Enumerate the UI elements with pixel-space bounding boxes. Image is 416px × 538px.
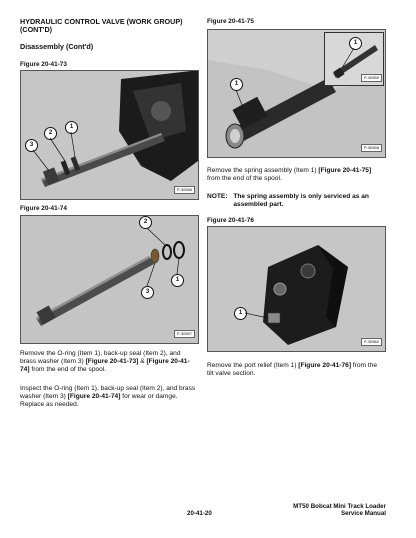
figure-74-code: P-30557 <box>174 330 195 338</box>
figure-75-inset-code: P-30559 <box>361 74 382 82</box>
fig74-callout-3: 3 <box>141 286 154 299</box>
footer-product <box>293 503 386 518</box>
fig73-callout-2: 2 <box>44 127 57 140</box>
fig74-callout-2: 2 <box>139 216 152 229</box>
note-block <box>207 193 385 209</box>
figure-76-photo <box>207 226 386 352</box>
note-text: The spring assembly is only serviced as an assembled part. <box>233 193 369 209</box>
right-paragraph-1: Remove the spring assembly (Item 1) [Figure 20-41-75] from the end of the spool. <box>207 167 372 183</box>
subsection-title: Disassembly (Cont'd) <box>20 42 94 51</box>
figure-73-code: P-30556 <box>174 186 195 194</box>
fig74-callout-1: 1 <box>171 274 184 287</box>
fig75-inset-callout-1: 1 <box>349 37 362 50</box>
figure-76-code: P-30560 <box>361 338 382 346</box>
fig73-callout-1: 1 <box>65 121 78 134</box>
footer-manual-name: Service Manual <box>340 510 386 518</box>
figure-75-inset <box>324 32 384 86</box>
right-paragraph-2: Remove the port relief (Item 1) [Figure 20-41-76] from the tilt valve section. <box>207 362 378 378</box>
fig73-callout-3: 3 <box>25 139 38 152</box>
figure-73-photo <box>20 70 199 200</box>
footer-product-name: MT50 Bobcat Mini Track Loader <box>293 503 386 510</box>
left-paragraph-1: Remove the O-ring (Item 1), back-up seal (Item 2), and brass washer (Item 3) [Figure 20-41-73] & [Figure 20-41-74] from the end of the spool. <box>20 350 190 374</box>
figure-74-caption: Figure 20-41-74 <box>20 205 67 212</box>
figure-75-code: P-30558 <box>361 144 382 152</box>
figure-75-caption: Figure 20-41-75 <box>207 18 254 25</box>
section-title: HYDRAULIC CONTROL VALVE (WORK GROUP) (CONT'D) <box>20 17 183 35</box>
figure-75-photo <box>207 29 386 158</box>
figure-74-photo <box>20 215 199 344</box>
fig76-callout-1: 1 <box>234 307 247 320</box>
page-number: 20-41-20 <box>187 510 212 517</box>
left-paragraph-2: Inspect the O-ring (Item 1), back-up seal (Item 2), and brass washer (Item 3) [Figure 20-41-74] for wear or damge. Replace as needed. <box>20 385 196 409</box>
fig75-callout-1: 1 <box>230 78 243 91</box>
note-label: NOTE: <box>207 193 228 200</box>
figure-73-caption: Figure 20-41-73 <box>20 61 67 68</box>
figure-76-caption: Figure 20-41-76 <box>207 217 254 224</box>
